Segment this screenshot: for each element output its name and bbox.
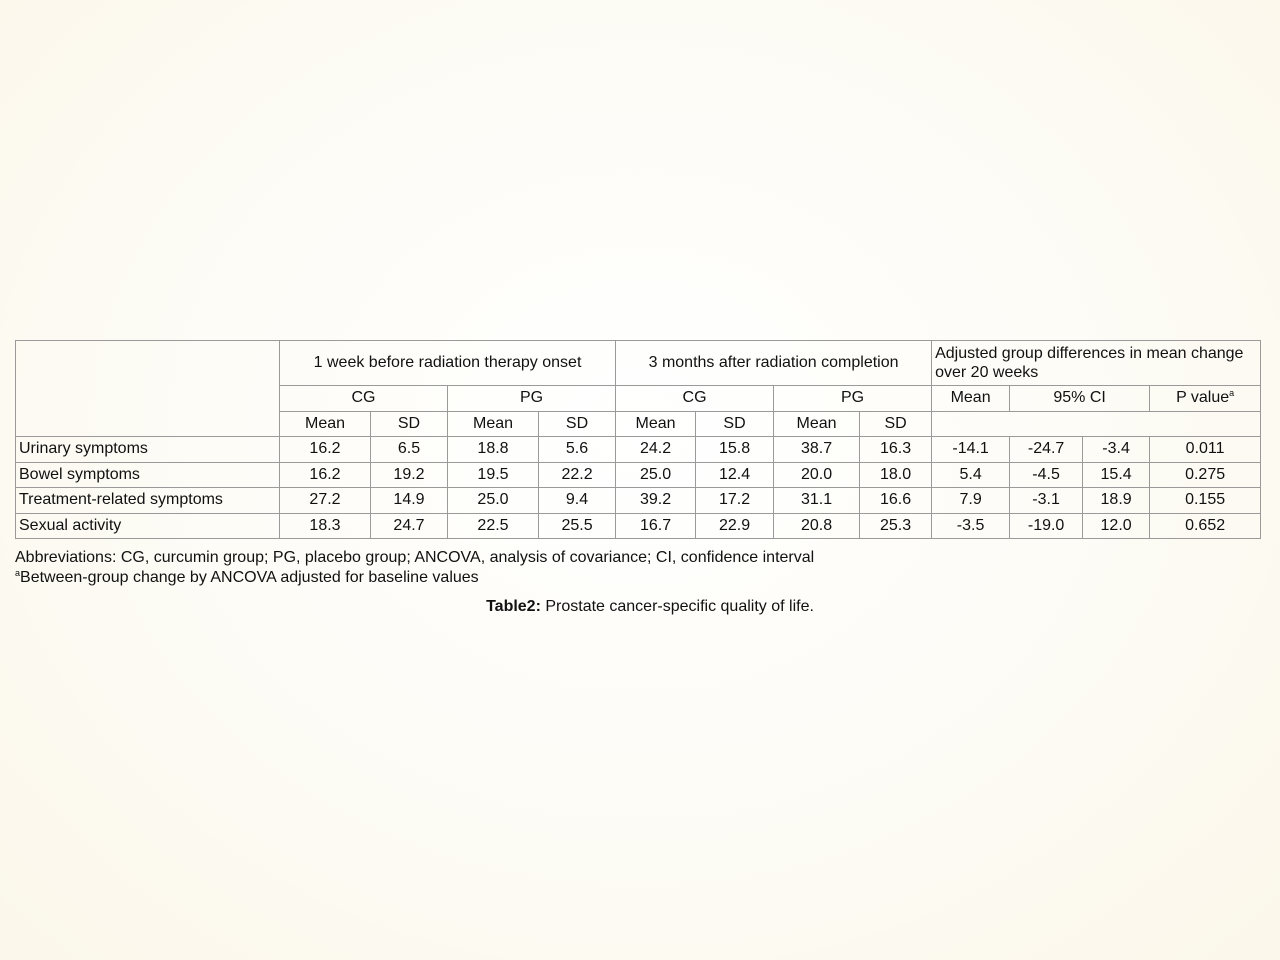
table-cell: 6.5 xyxy=(371,437,448,463)
subgroup-header: CG xyxy=(280,386,448,412)
quality-of-life-table xyxy=(15,340,1261,539)
empty-header-cell xyxy=(932,411,1261,437)
stat-header: Mean xyxy=(616,411,696,437)
table-cell: 22.9 xyxy=(696,513,774,539)
table-cell: 7.9 xyxy=(932,488,1010,514)
group-header-adjusted: Adjusted group differences in mean change over 20 weeks xyxy=(932,341,1261,386)
table-cell: 0.155 xyxy=(1150,488,1261,514)
table-row xyxy=(16,437,1261,463)
adjusted-mean-header: Mean xyxy=(932,386,1010,412)
stat-header: SD xyxy=(696,411,774,437)
ci-header: 95% CI xyxy=(1010,386,1150,412)
header-row-groups xyxy=(16,341,1261,386)
group-header-followup: 3 months after radiation completion xyxy=(616,341,932,386)
table-cell: 12.4 xyxy=(696,462,774,488)
table-cell: -3.1 xyxy=(1010,488,1083,514)
table-cell: 20.8 xyxy=(774,513,860,539)
table-cell: 18.9 xyxy=(1083,488,1150,514)
subgroup-header: PG xyxy=(774,386,932,412)
table-cell: 15.4 xyxy=(1083,462,1150,488)
table-cell: 22.5 xyxy=(448,513,539,539)
row-label: Bowel symptoms xyxy=(16,462,280,488)
table-cell: -14.1 xyxy=(932,437,1010,463)
table-cell: -3.4 xyxy=(1083,437,1150,463)
table-cell: 39.2 xyxy=(616,488,696,514)
table-cell: 12.0 xyxy=(1083,513,1150,539)
table-cell: 19.5 xyxy=(448,462,539,488)
table-cell: 27.2 xyxy=(280,488,371,514)
table-cell: 18.3 xyxy=(280,513,371,539)
stat-header: SD xyxy=(371,411,448,437)
table-cell: 25.0 xyxy=(448,488,539,514)
table-cell: 25.3 xyxy=(860,513,932,539)
table-cell: 24.7 xyxy=(371,513,448,539)
table-cell: 19.2 xyxy=(371,462,448,488)
row-label: Treatment-related symptoms xyxy=(16,488,280,514)
table-cell: 17.2 xyxy=(696,488,774,514)
table-cell: -3.5 xyxy=(932,513,1010,539)
p-value-header: P value$^a$ xyxy=(1150,386,1261,412)
table-row xyxy=(16,488,1261,514)
stat-header: Mean xyxy=(280,411,371,437)
table-cell: 5.6 xyxy=(539,437,616,463)
table-row xyxy=(16,513,1261,539)
table-cell: -24.7 xyxy=(1010,437,1083,463)
table-cell: -19.0 xyxy=(1010,513,1083,539)
table-cell: 24.2 xyxy=(616,437,696,463)
caption-text: Prostate cancer-specific quality of life. xyxy=(540,598,814,615)
caption-label: Table2: xyxy=(486,598,541,615)
table-cell: 9.4 xyxy=(539,488,616,514)
stat-header: SD xyxy=(860,411,932,437)
footnotes xyxy=(15,548,1260,588)
table-cell: 16.2 xyxy=(280,437,371,463)
stat-header: Mean xyxy=(448,411,539,437)
corner-cell xyxy=(16,341,280,437)
row-label: Urinary symptoms xyxy=(16,437,280,463)
table-cell: 0.275 xyxy=(1150,462,1261,488)
subgroup-header: CG xyxy=(616,386,774,412)
table-cell: 18.0 xyxy=(860,462,932,488)
table-cell: 25.5 xyxy=(539,513,616,539)
table-cell: 0.652 xyxy=(1150,513,1261,539)
table-cell: 31.1 xyxy=(774,488,860,514)
subgroup-header: PG xyxy=(448,386,616,412)
stat-header: Mean xyxy=(774,411,860,437)
table-cell: 16.7 xyxy=(616,513,696,539)
abbreviations-note: Abbreviations: CG, curcumin group; PG, placebo group; ANCOVA, analysis of covariance; CI, confidence interval xyxy=(15,549,815,566)
table-cell: 20.0 xyxy=(774,462,860,488)
table-cell: 38.7 xyxy=(774,437,860,463)
group-header-baseline: 1 week before radiation therapy onset xyxy=(280,341,616,386)
document-page xyxy=(15,340,1260,616)
table-cell: 16.6 xyxy=(860,488,932,514)
table-cell: 15.8 xyxy=(696,437,774,463)
table-cell: 18.8 xyxy=(448,437,539,463)
table-body xyxy=(16,437,1261,539)
table-cell: 25.0 xyxy=(616,462,696,488)
stat-header: SD xyxy=(539,411,616,437)
table-cell: 5.4 xyxy=(932,462,1010,488)
table-cell: 16.3 xyxy=(860,437,932,463)
table-row xyxy=(16,462,1261,488)
table-cell: 22.2 xyxy=(539,462,616,488)
table-cell: 0.011 xyxy=(1150,437,1261,463)
ancova-note: $^a$Between-group change by ANCOVA adjusted for baseline values xyxy=(15,568,479,586)
table-cell: 16.2 xyxy=(280,462,371,488)
table-caption xyxy=(15,598,1260,616)
row-label: Sexual activity xyxy=(16,513,280,539)
table-cell: -4.5 xyxy=(1010,462,1083,488)
table-cell: 14.9 xyxy=(371,488,448,514)
